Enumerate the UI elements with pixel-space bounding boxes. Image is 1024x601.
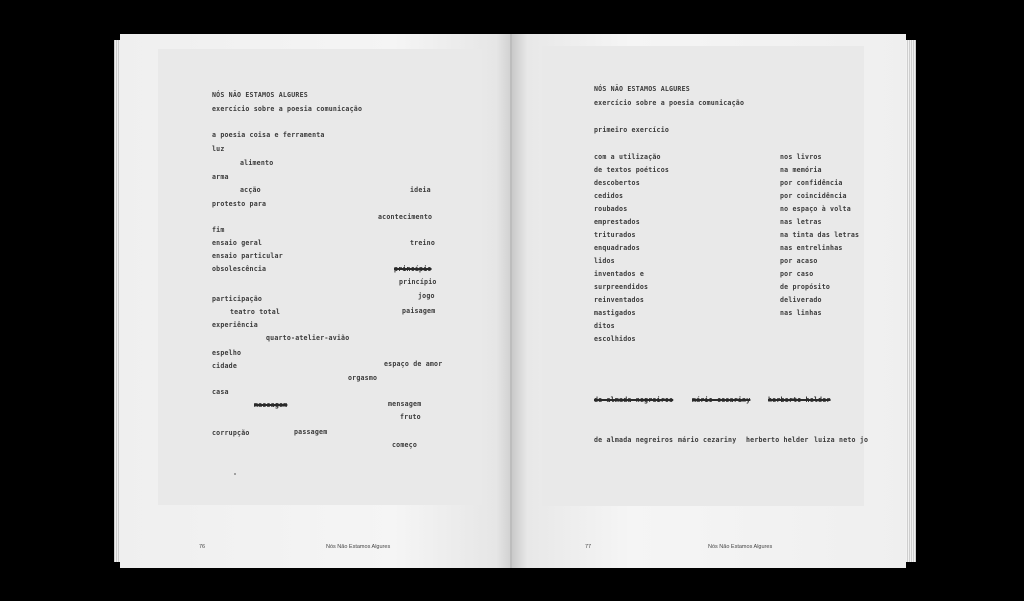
col1-line: cedidos	[594, 192, 624, 200]
poem-line: teatro total	[230, 308, 281, 316]
col1-line: escolhidos	[594, 335, 636, 343]
struck-word: massagem	[254, 401, 288, 409]
author-name: luiza neto jo	[814, 436, 869, 444]
poem-line: arma	[212, 173, 229, 181]
poem-line: começo	[392, 441, 418, 449]
col1-line: roubados	[594, 205, 628, 213]
poem-line: ideia	[410, 186, 431, 194]
poem-line: acção	[240, 186, 261, 194]
struck-name: herberto helder	[768, 396, 831, 404]
author-name: mário cezariny	[678, 436, 737, 444]
typescript-sheet-right	[542, 46, 869, 506]
col2-line: nas entrelinhas	[780, 244, 843, 252]
col2-line: deliverado	[780, 296, 822, 304]
poem-line: protesto para	[212, 200, 267, 208]
poem-line: princípio	[399, 278, 437, 286]
col1-line: lidos	[594, 257, 615, 265]
col1-line: descobertos	[594, 179, 640, 187]
col2-line: na memória	[780, 166, 822, 174]
sheet-subtitle: exercício sobre a poesia comunicação	[212, 105, 363, 113]
col1-line: surpreendidos	[594, 283, 649, 291]
right-page	[512, 34, 906, 568]
exercise-heading: primeiro exercício	[594, 126, 670, 134]
col1-line: reinventados	[594, 296, 645, 304]
poem-line: mensagem	[388, 400, 422, 408]
poem-line: quarto-atelier-avião	[266, 334, 350, 342]
sheet-subtitle: exercício sobre a poesia comunicação	[594, 99, 745, 107]
col1-line: ditos	[594, 322, 615, 330]
col2-line: de propósito	[780, 283, 831, 291]
col2-line: por coincidência	[780, 192, 847, 200]
col2-line: por acaso	[780, 257, 818, 265]
running-title-left: Nós Não Estamos Algures	[326, 544, 391, 550]
poem-line: casa	[212, 388, 229, 396]
poem-line: passagem	[294, 428, 328, 436]
poem-line: participação	[212, 295, 263, 303]
col1-line: emprestados	[594, 218, 640, 226]
struck-word: princípio	[394, 265, 432, 273]
sheet-title: NÓS NÃO ESTAMOS ALGURES	[594, 85, 690, 93]
poem-line: cidade	[212, 362, 238, 370]
col1-line: mastigados	[594, 309, 636, 317]
col2-line: nas letras	[780, 218, 822, 226]
col2-line: por caso	[780, 270, 814, 278]
poem-line: orgasmo	[348, 374, 378, 382]
author-name: de almada negreiros	[594, 436, 674, 444]
poem-line: espaço de amor	[384, 360, 443, 368]
poem-line: experiência	[212, 321, 258, 329]
page-edges-right	[906, 40, 916, 562]
running-title-right: Nós Não Estamos Algures	[708, 544, 773, 550]
page-number-right: 77	[585, 544, 592, 550]
col1-line: com a utilização	[594, 153, 661, 161]
open-book	[114, 32, 916, 568]
poem-line: fruto	[400, 413, 421, 421]
col2-line: nos livros	[780, 153, 822, 161]
col1-line: inventados e	[594, 270, 645, 278]
poem-line: paisagem	[402, 307, 436, 315]
col2-line: por confidência	[780, 179, 843, 187]
col2-line: nas linhas	[780, 309, 822, 317]
poem-line: corrupção	[212, 429, 250, 437]
sheet-title: NÓS NÃO ESTAMOS ALGURES	[212, 91, 308, 99]
poem-line: fim	[212, 226, 225, 234]
author-name: herberto helder	[746, 436, 809, 444]
poem-line: ensaio geral	[212, 239, 263, 247]
col2-line: na tinta das letras	[780, 231, 860, 239]
struck-name: de almada negreiros	[594, 396, 674, 404]
struck-name: mário cesariny	[692, 396, 751, 404]
poem-line: a poesia coisa e ferramenta	[212, 131, 325, 139]
left-page	[120, 34, 512, 568]
poem-line: acontecimento	[378, 213, 433, 221]
poem-line: treino	[410, 239, 436, 247]
poem-line: ensaio particular	[212, 252, 283, 260]
poem-line: alimento	[240, 159, 274, 167]
typescript-sheet-left	[158, 49, 482, 505]
col2-line: no espaço à volta	[780, 205, 851, 213]
paper-speck	[234, 473, 236, 475]
poem-line: luz	[212, 145, 225, 153]
col1-line: enquadrados	[594, 244, 640, 252]
poem-line: jogo	[418, 292, 435, 300]
page-number-left: 76	[199, 544, 206, 550]
poem-line: obsolescência	[212, 265, 267, 273]
col1-line: triturados	[594, 231, 636, 239]
col1-line: de textos poéticos	[594, 166, 670, 174]
poem-line: espelho	[212, 349, 242, 357]
